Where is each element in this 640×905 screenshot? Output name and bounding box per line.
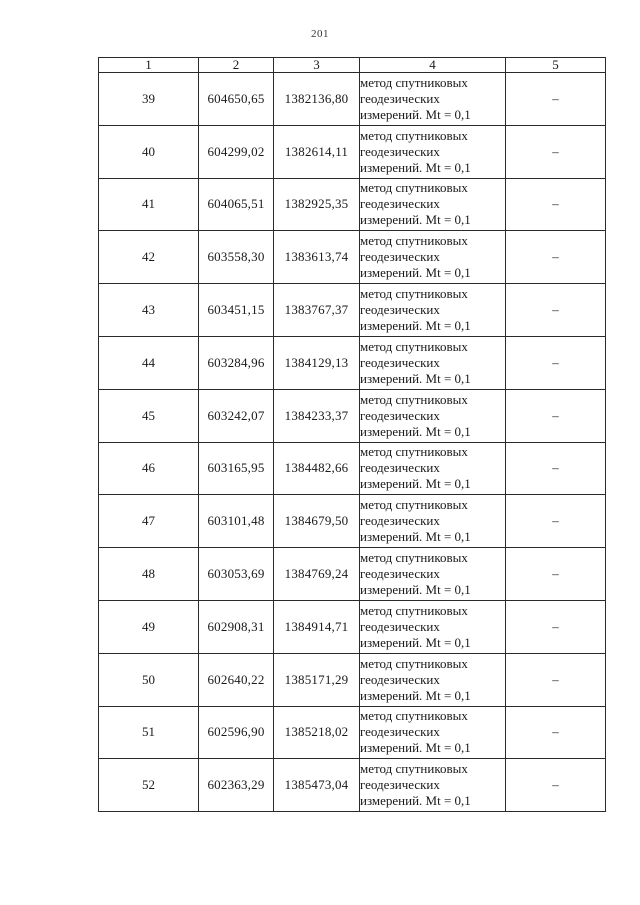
point-number-cell: 42 bbox=[99, 231, 199, 284]
method-line: метод спутниковых bbox=[360, 180, 468, 196]
point-number-cell: 51 bbox=[99, 706, 199, 759]
method-line: геодезических bbox=[360, 407, 440, 423]
x-coordinate-cell: 603558,30 bbox=[199, 231, 274, 284]
x-coordinate-cell: 603451,15 bbox=[199, 284, 274, 337]
method-cell bbox=[360, 231, 506, 284]
method-line: измерений. Mt = 0,1 bbox=[360, 582, 471, 598]
method-line: метод спутниковых bbox=[360, 338, 468, 354]
point-number-cell: 39 bbox=[99, 73, 199, 126]
note-cell: – bbox=[506, 495, 606, 548]
method-line: метод спутниковых bbox=[360, 286, 468, 302]
x-coordinate-cell: 603242,07 bbox=[199, 389, 274, 442]
y-coordinate-cell: 1382614,11 bbox=[274, 125, 360, 178]
header-col-2: 2 bbox=[199, 58, 274, 73]
point-number-cell: 49 bbox=[99, 600, 199, 653]
note-cell: – bbox=[506, 706, 606, 759]
y-coordinate-cell: 1384482,66 bbox=[274, 442, 360, 495]
method-cell bbox=[360, 442, 506, 495]
method-line: метод спутниковых bbox=[360, 233, 468, 249]
point-number-cell: 41 bbox=[99, 178, 199, 231]
x-coordinate-cell: 602640,22 bbox=[199, 653, 274, 706]
note-cell: – bbox=[506, 548, 606, 601]
method-line: измерений. Mt = 0,1 bbox=[360, 318, 471, 334]
header-col-1: 1 bbox=[99, 58, 199, 73]
x-coordinate-cell: 603165,95 bbox=[199, 442, 274, 495]
header-col-4: 4 bbox=[360, 58, 506, 73]
y-coordinate-cell: 1384769,24 bbox=[274, 548, 360, 601]
note-cell: – bbox=[506, 125, 606, 178]
x-coordinate-cell: 604299,02 bbox=[199, 125, 274, 178]
method-line: метод спутниковых bbox=[360, 550, 468, 566]
method-line: метод спутниковых bbox=[360, 708, 468, 724]
method-cell bbox=[360, 495, 506, 548]
method-line: измерений. Mt = 0,1 bbox=[360, 159, 471, 175]
point-number-cell: 44 bbox=[99, 336, 199, 389]
y-coordinate-cell: 1384233,37 bbox=[274, 389, 360, 442]
y-coordinate-cell: 1382136,80 bbox=[274, 73, 360, 126]
method-line: измерений. Mt = 0,1 bbox=[360, 740, 471, 756]
x-coordinate-cell: 602908,31 bbox=[199, 600, 274, 653]
method-line: геодезических bbox=[360, 249, 440, 265]
table-row bbox=[99, 389, 606, 442]
note-cell: – bbox=[506, 389, 606, 442]
method-cell bbox=[360, 389, 506, 442]
y-coordinate-cell: 1385473,04 bbox=[274, 759, 360, 812]
method-line: измерений. Mt = 0,1 bbox=[360, 476, 471, 492]
method-line: метод спутниковых bbox=[360, 127, 468, 143]
method-line: метод спутниковых bbox=[360, 74, 468, 90]
table-row bbox=[99, 336, 606, 389]
x-coordinate-cell: 603053,69 bbox=[199, 548, 274, 601]
table-row bbox=[99, 231, 606, 284]
method-line: метод спутниковых bbox=[360, 497, 468, 513]
point-number-cell: 50 bbox=[99, 653, 199, 706]
method-line: измерений. Mt = 0,1 bbox=[360, 634, 471, 650]
method-line: геодезических bbox=[360, 143, 440, 159]
method-line: метод спутниковых bbox=[360, 602, 468, 618]
method-line: геодезических bbox=[360, 196, 440, 212]
method-line: измерений. Mt = 0,1 bbox=[360, 687, 471, 703]
point-number-cell: 43 bbox=[99, 284, 199, 337]
method-line: измерений. Mt = 0,1 bbox=[360, 529, 471, 545]
note-cell: – bbox=[506, 178, 606, 231]
table-row bbox=[99, 548, 606, 601]
method-line: геодезических bbox=[360, 618, 440, 634]
table-body bbox=[99, 73, 606, 812]
method-cell bbox=[360, 548, 506, 601]
method-cell bbox=[360, 759, 506, 812]
note-cell: – bbox=[506, 336, 606, 389]
y-coordinate-cell: 1384129,13 bbox=[274, 336, 360, 389]
point-number-cell: 45 bbox=[99, 389, 199, 442]
table-row bbox=[99, 284, 606, 337]
page-number: 201 bbox=[311, 28, 329, 40]
method-line: измерений. Mt = 0,1 bbox=[360, 423, 471, 439]
point-number-cell: 47 bbox=[99, 495, 199, 548]
y-coordinate-cell: 1382925,35 bbox=[274, 178, 360, 231]
y-coordinate-cell: 1384679,50 bbox=[274, 495, 360, 548]
x-coordinate-cell: 604650,65 bbox=[199, 73, 274, 126]
method-line: геодезических bbox=[360, 354, 440, 370]
method-cell bbox=[360, 653, 506, 706]
x-coordinate-cell: 604065,51 bbox=[199, 178, 274, 231]
y-coordinate-cell: 1383767,37 bbox=[274, 284, 360, 337]
method-line: метод спутниковых bbox=[360, 444, 468, 460]
method-line: геодезических bbox=[360, 566, 440, 582]
method-line: геодезических bbox=[360, 777, 440, 793]
table-row bbox=[99, 442, 606, 495]
table-header bbox=[99, 58, 606, 73]
method-line: геодезических bbox=[360, 90, 440, 106]
y-coordinate-cell: 1383613,74 bbox=[274, 231, 360, 284]
note-cell: – bbox=[506, 600, 606, 653]
table-row bbox=[99, 600, 606, 653]
table-row bbox=[99, 706, 606, 759]
x-coordinate-cell: 602596,90 bbox=[199, 706, 274, 759]
method-line: метод спутниковых bbox=[360, 391, 468, 407]
note-cell: – bbox=[506, 653, 606, 706]
header-col-3: 3 bbox=[274, 58, 360, 73]
point-number-cell: 40 bbox=[99, 125, 199, 178]
table-row bbox=[99, 125, 606, 178]
method-line: измерений. Mt = 0,1 bbox=[360, 793, 471, 809]
note-cell: – bbox=[506, 759, 606, 812]
method-line: измерений. Mt = 0,1 bbox=[360, 212, 471, 228]
method-cell bbox=[360, 600, 506, 653]
method-cell bbox=[360, 125, 506, 178]
y-coordinate-cell: 1385171,29 bbox=[274, 653, 360, 706]
method-line: измерений. Mt = 0,1 bbox=[360, 265, 471, 281]
method-line: геодезических bbox=[360, 724, 440, 740]
table-row bbox=[99, 759, 606, 812]
method-line: геодезических bbox=[360, 460, 440, 476]
x-coordinate-cell: 602363,29 bbox=[199, 759, 274, 812]
header-row bbox=[99, 58, 606, 73]
method-cell bbox=[360, 336, 506, 389]
method-cell bbox=[360, 284, 506, 337]
coordinates-table bbox=[98, 57, 606, 812]
note-cell: – bbox=[506, 231, 606, 284]
table-row bbox=[99, 73, 606, 126]
table-row bbox=[99, 653, 606, 706]
header-col-5: 5 bbox=[506, 58, 606, 73]
method-line: метод спутниковых bbox=[360, 655, 468, 671]
method-cell bbox=[360, 178, 506, 231]
table-row bbox=[99, 178, 606, 231]
y-coordinate-cell: 1384914,71 bbox=[274, 600, 360, 653]
method-cell bbox=[360, 706, 506, 759]
note-cell: – bbox=[506, 442, 606, 495]
point-number-cell: 46 bbox=[99, 442, 199, 495]
method-cell bbox=[360, 73, 506, 126]
table-row bbox=[99, 495, 606, 548]
point-number-cell: 48 bbox=[99, 548, 199, 601]
x-coordinate-cell: 603101,48 bbox=[199, 495, 274, 548]
method-line: измерений. Mt = 0,1 bbox=[360, 106, 471, 122]
method-line: геодезических bbox=[360, 513, 440, 529]
method-line: геодезических bbox=[360, 302, 440, 318]
x-coordinate-cell: 603284,96 bbox=[199, 336, 274, 389]
note-cell: – bbox=[506, 73, 606, 126]
method-line: метод спутниковых bbox=[360, 761, 468, 777]
point-number-cell: 52 bbox=[99, 759, 199, 812]
method-line: геодезических bbox=[360, 671, 440, 687]
note-cell: – bbox=[506, 284, 606, 337]
y-coordinate-cell: 1385218,02 bbox=[274, 706, 360, 759]
method-line: измерений. Mt = 0,1 bbox=[360, 370, 471, 386]
